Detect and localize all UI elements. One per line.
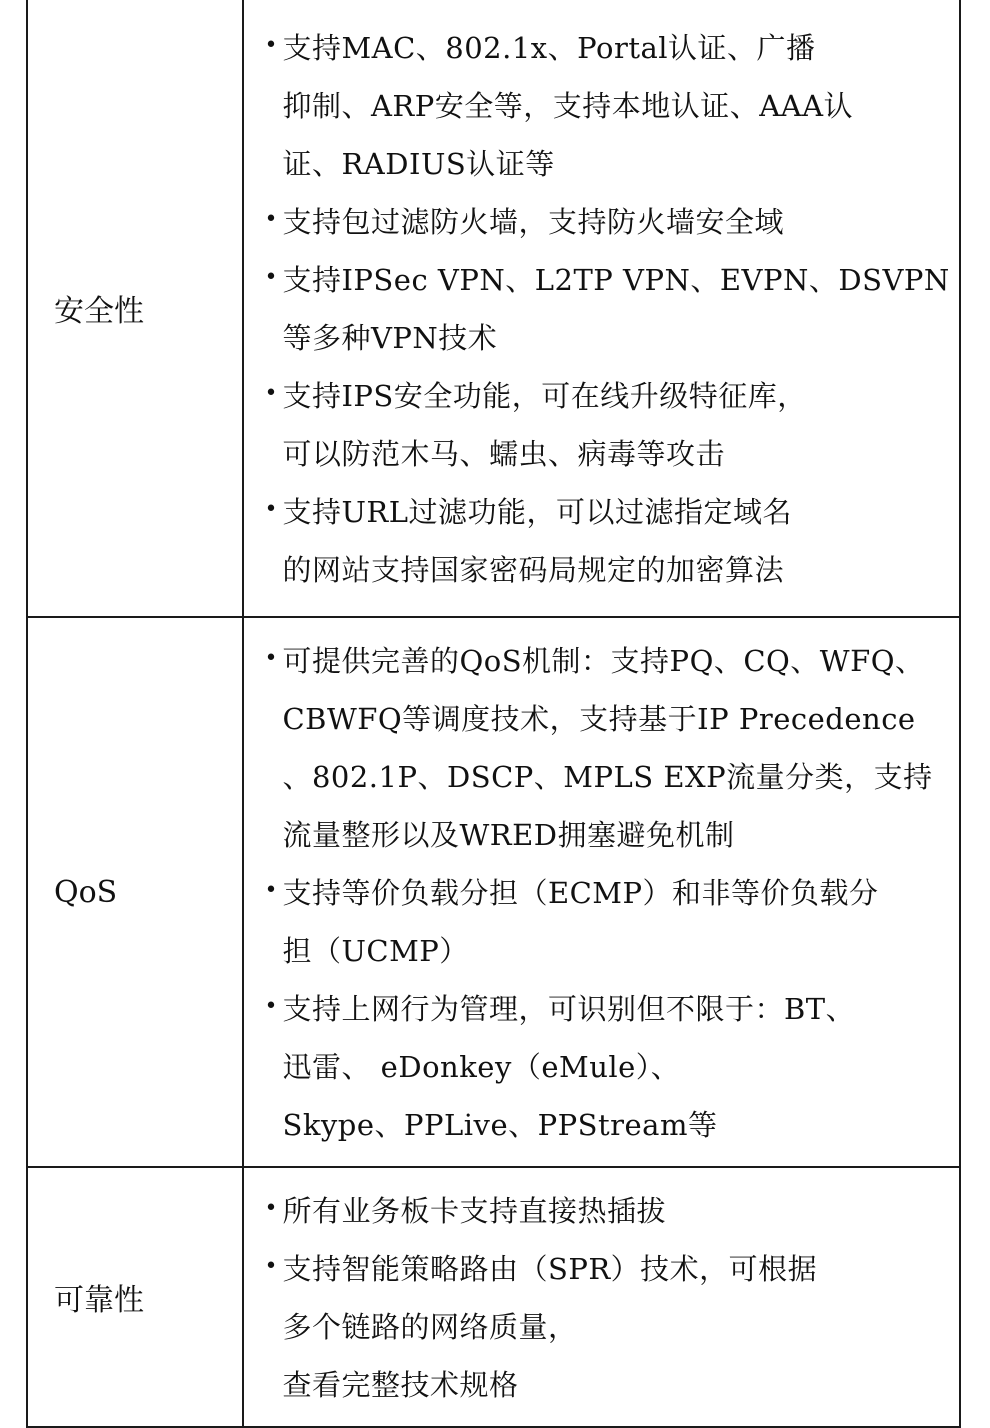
- table-row-security: [27, 0, 960, 617]
- category-cell: QoS: [27, 617, 243, 1167]
- bullet-dot-icon: •: [264, 381, 278, 406]
- bullet-dot-icon: •: [264, 207, 278, 232]
- feature-line: 查看完整技术规格: [282, 1368, 519, 1402]
- table-row-reliability: [27, 1167, 960, 1427]
- feature-line: 支持智能策略路由（SPR）技术，可根据: [282, 1252, 818, 1286]
- feature-line: 等多种VPN技术: [282, 321, 498, 355]
- feature-line: 支持等价负载分担（ECMP）和非等价负载分: [282, 876, 879, 910]
- feature-line: 可以防范木马、蠕虫、病毒等攻击: [282, 437, 725, 471]
- feature-bullet: [264, 632, 951, 864]
- feature-cell: [243, 0, 960, 617]
- bullet-dot-icon: •: [264, 1196, 278, 1221]
- feature-bullet: [264, 980, 951, 1154]
- bullet-dot-icon: •: [264, 878, 278, 903]
- feature-line: 支持IPSec VPN、L2TP VPN、EVPN、DSVPN: [282, 263, 950, 297]
- spec-table: [26, 0, 961, 1428]
- feature-line: 所有业务板卡支持直接热插拔: [282, 1194, 666, 1228]
- bullet-dot-icon: •: [264, 265, 278, 290]
- feature-line: 的网站支持国家密码局规定的加密算法: [282, 553, 784, 587]
- feature-bullet: [264, 19, 951, 193]
- feature-cell: [243, 617, 960, 1167]
- feature-line: 迅雷、 eDonkey（eMule）、: [282, 1050, 681, 1084]
- feature-line: 支持MAC、802.1x、Portal认证、广播: [282, 31, 816, 65]
- feature-bullet: [264, 1240, 951, 1414]
- feature-line: 担（UCMP）: [282, 934, 469, 968]
- feature-line: 支持上网行为管理，可识别但不限于：BT、: [282, 992, 856, 1026]
- feature-line: 支持URL过滤功能，可以过滤指定域名: [282, 495, 792, 529]
- feature-bullet: [264, 251, 951, 367]
- category-cell: 安全性: [27, 0, 243, 617]
- bullet-dot-icon: •: [264, 497, 278, 522]
- feature-bullet: [264, 483, 951, 599]
- feature-line: 支持IPS安全功能，可在线升级特征库，: [282, 379, 807, 413]
- feature-bullet: [264, 1182, 951, 1240]
- feature-line: 流量整形以及WRED拥塞避免机制: [282, 818, 735, 852]
- table-row-qos: [27, 617, 960, 1167]
- feature-bullet: [264, 864, 951, 980]
- feature-line: Skype、PPLive、PPStream等: [282, 1108, 718, 1142]
- feature-cell: [243, 1167, 960, 1427]
- feature-line: CBWFQ等调度技术，支持基于IP Precedence: [282, 702, 916, 736]
- category-cell: 可靠性: [27, 1167, 243, 1427]
- feature-bullet: [264, 193, 951, 251]
- bullet-dot-icon: •: [264, 994, 278, 1019]
- feature-line: 抑制、ARP安全等，支持本地认证、AAA认: [282, 89, 854, 123]
- bullet-dot-icon: •: [264, 33, 278, 58]
- feature-line: 、802.1P、DSCP、MPLS EXP流量分类，支持: [282, 760, 933, 794]
- feature-line: 证、RADIUS认证等: [282, 147, 555, 181]
- bullet-dot-icon: •: [264, 1254, 278, 1279]
- feature-line: 支持包过滤防火墙，支持防火墙安全域: [282, 205, 784, 239]
- feature-bullet: [264, 367, 951, 483]
- feature-line: 可提供完善的QoS机制：支持PQ、CQ、WFQ、: [282, 644, 925, 678]
- bullet-dot-icon: •: [264, 646, 278, 671]
- feature-line: 多个链路的网络质量，: [282, 1310, 578, 1344]
